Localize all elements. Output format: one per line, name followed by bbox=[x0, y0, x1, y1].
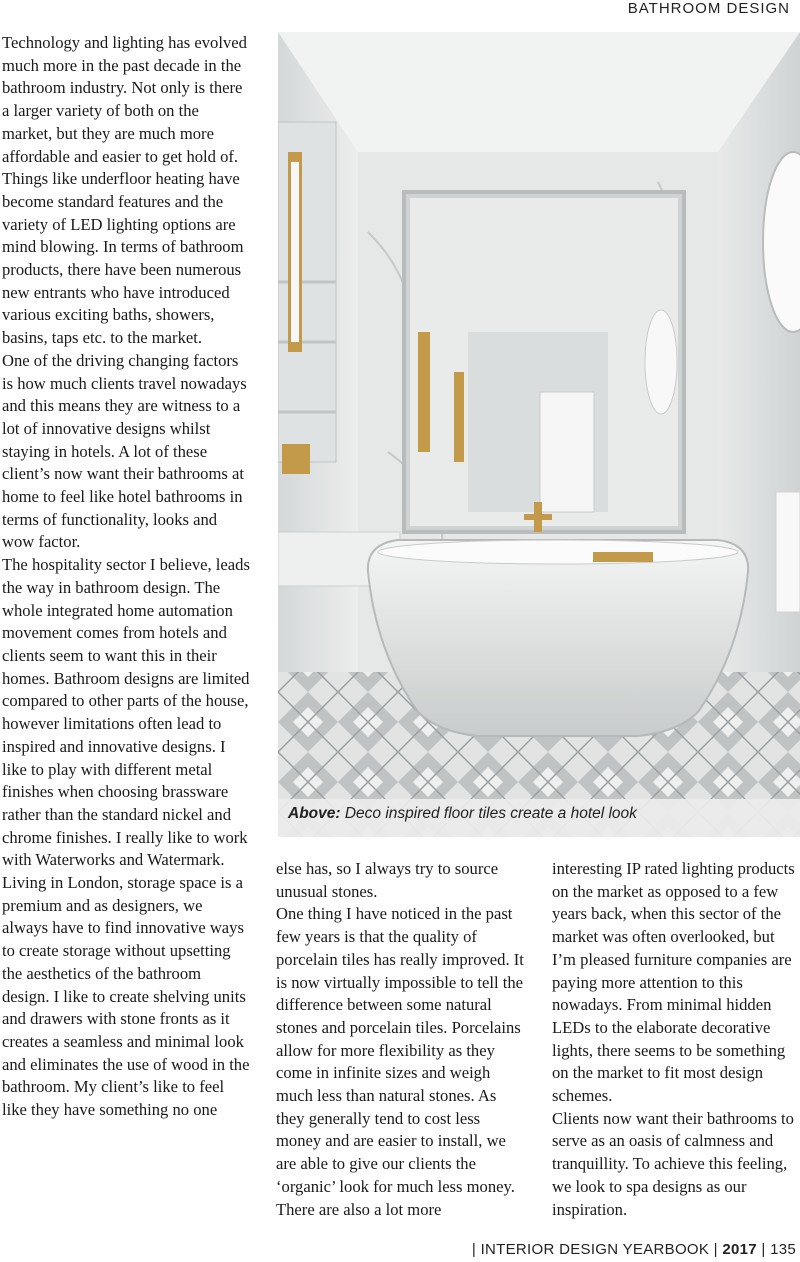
paragraph: One of the driving changing factors is how much clients travel nowadays and this means they are witness to a lot of innovative designs whilst staying in hotels. A lot of these client’s now want their bathrooms at home to feel like hotel bathrooms in terms of functionality, looks and wow factor. bbox=[2, 350, 247, 552]
section-header: BATHROOM DESIGN bbox=[627, 0, 790, 17]
paragraph: else has, so I always try to source unusual stones. bbox=[276, 859, 499, 901]
caption-label: Above: bbox=[288, 805, 341, 822]
paragraph: The hospitality sector I believe, leads the way in bathroom design. The whole integrated home automation movement comes from hotels and clients seem to want this in their homes. Bathroom designs are limited compared to other parts of the house, however limitations often lead to inspired and innovative designs. I like to play with different metal finishes when choosing brassware rather than the standard nickel and chrome finishes. I really like to work with Waterworks and Watermark. Living in London, storage space is a premium and as designers, we always have to find innovative ways to create storage without upsetting the aesthetics of the bathroom design. I like to create shelving units and drawers with stone fronts as it creates a seamless and minimal look and eliminates the use of wood in the bathroom. My client’s like to feel like they have something no one bbox=[2, 555, 250, 1120]
text-column-3 bbox=[552, 858, 798, 1221]
footer-separator: | bbox=[471, 1241, 477, 1258]
page-footer bbox=[472, 1241, 796, 1258]
paragraph: One thing I have noticed in the past few years is that the quality of porcelain tiles has really improved. It is now virtually impossible to tell the difference between some natural stones and porcelain tiles. Porcelains allow for more flexibility as they come in infinite sizes and weigh much less than natural stones. As they generally tend to cost less money and are easier to install, we are able to give our clients the ‘organic’ look for much less money. There are also a lot more bbox=[276, 904, 524, 1219]
publication-year: 2017 bbox=[722, 1241, 757, 1258]
publication-name: INTERIOR DESIGN YEARBOOK bbox=[480, 1241, 710, 1258]
page-number: 135 bbox=[770, 1241, 796, 1258]
footer-separator: | bbox=[761, 1241, 766, 1258]
photo-caption bbox=[278, 799, 800, 837]
caption-text: Deco inspired floor tiles create a hotel look bbox=[340, 805, 637, 822]
bathroom-photo bbox=[278, 32, 800, 837]
text-column-1 bbox=[2, 32, 252, 1122]
footer-separator: | bbox=[713, 1241, 718, 1258]
paragraph: interesting IP rated lighting products on the market as opposed to a few years back, when this sector of the market was often overlooked, but I’m pleased furniture companies are paying more attention to this nowadays. From minimal hidden LEDs to the elaborate decorative lights, there seems to be something on the market to fit most design schemes. bbox=[552, 859, 795, 1106]
paragraph: Clients now want their bathrooms to serve as an oasis of calmness and tranquillity. To achieve this feeling, we look to spa designs as our inspiration. bbox=[552, 1108, 794, 1219]
text-column-2 bbox=[276, 858, 526, 1221]
paragraph: Technology and lighting has evolved much more in the past decade in the bathroom industry. Not only is there a larger variety of both on the market, but they are much more affordable and easier to get hold of. Things like underfloor heating have become standard features and the variety of LED lighting options are mind blowing. In terms of bathroom products, there have been numerous new entrants who have introduced various exciting baths, showers, basins, taps etc. to the market. bbox=[2, 33, 247, 348]
bathroom-illustration bbox=[278, 32, 800, 837]
